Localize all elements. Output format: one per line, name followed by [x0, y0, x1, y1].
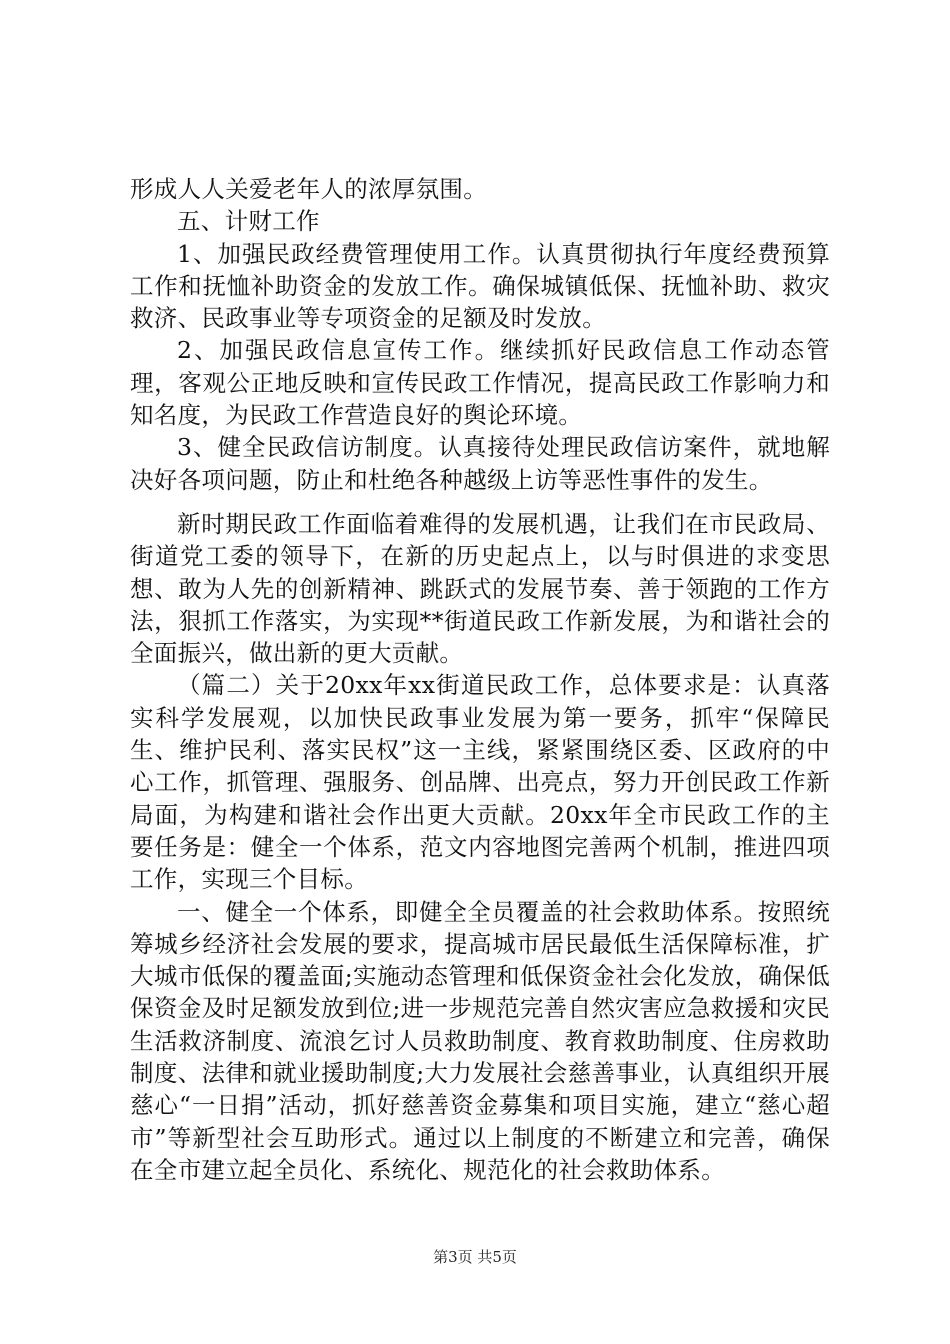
- paragraph-continuation: 形成人人关爱老年人的浓厚氛围。: [130, 175, 487, 203]
- paragraph-outlook: 新时期民政工作面临着难得的发展机遇，让我们在市民政局、街道党工委的领导下，在新的历史起点上，以与时俱进的求变思想、敢为人先的创新精神、跳跃式的发展节奏、善于领跑的工作方法，狠抓工作落实，为实现**街道民政工作新发展，为和谐社会的全面振兴，做出新的更大贡献。: [130, 510, 830, 668]
- section-heading-finance: 五、计财工作: [177, 207, 320, 236]
- paragraph-system-one: 一、健全一个体系，即健全全员覆盖的社会救助体系。按照统筹城乡经济社会发展的要求，提高城市居民最低生活保障标准，扩大城市低保的覆盖面;实施动态管理和低保资金社会化发放，确保低保资金及时足额发放到位;进一步规范完善自然灾害应急救援和灾民生活救济制度、流浪乞讨人员救助制度、教育救助制度、住房救助制度、法律和就业援助制度;大力发展社会慈善事业，认真组织开展慈心“一日捐”活动，抓好慈善资金募集和项目实施，建立“慈心超市”等新型社会互助形式。通过以上制度的不断建立和完善，确保在全市建立起全员化、系统化、规范化的社会救助体系。: [130, 897, 830, 1184]
- paragraph-part-two-intro: （篇二）关于20xx年xx街道民政工作，总体要求是：认真落实科学发展观，以加快民政事业发展为第一要务，抓牢“保障民生、维护民利、落实民权”这一主线，紧紧围绕区委、区政府的中心工作，抓管理、强服务、创品牌、出亮点，努力开创民政工作新局面，为构建和谐社会作出更大贡献。20xx年全市民政工作的主要任务是：健全一个体系，范文内容地图完善两个机制，推进四项工作，实现三个目标。: [130, 671, 830, 894]
- paragraph-item-2: 2、加强民政信息宣传工作。继续抓好民政信息工作动态管理，客观公正地反映和宣传民政工作情况，提高民政工作影响力和知名度，为民政工作营造良好的舆论环境。: [130, 336, 830, 430]
- page-number-footer: 第3页 共5页: [433, 1248, 517, 1266]
- body-text-bottom: [130, 508, 830, 1186]
- paragraph-item-1: 1、加强民政经费管理使用工作。认真贯彻执行年度经费预算工作和抚恤补助资金的发放工作。确保城镇低保、抚恤补助、救灾救济、民政事业等专项资金的足额及时发放。: [130, 239, 830, 333]
- paragraph-item-3: 3、健全民政信访制度。认真接待处理民政信访案件，就地解决好各项问题，防止和杜绝各种越级上访等恶性事件的发生。: [130, 433, 830, 494]
- body-text-top: [130, 173, 830, 496]
